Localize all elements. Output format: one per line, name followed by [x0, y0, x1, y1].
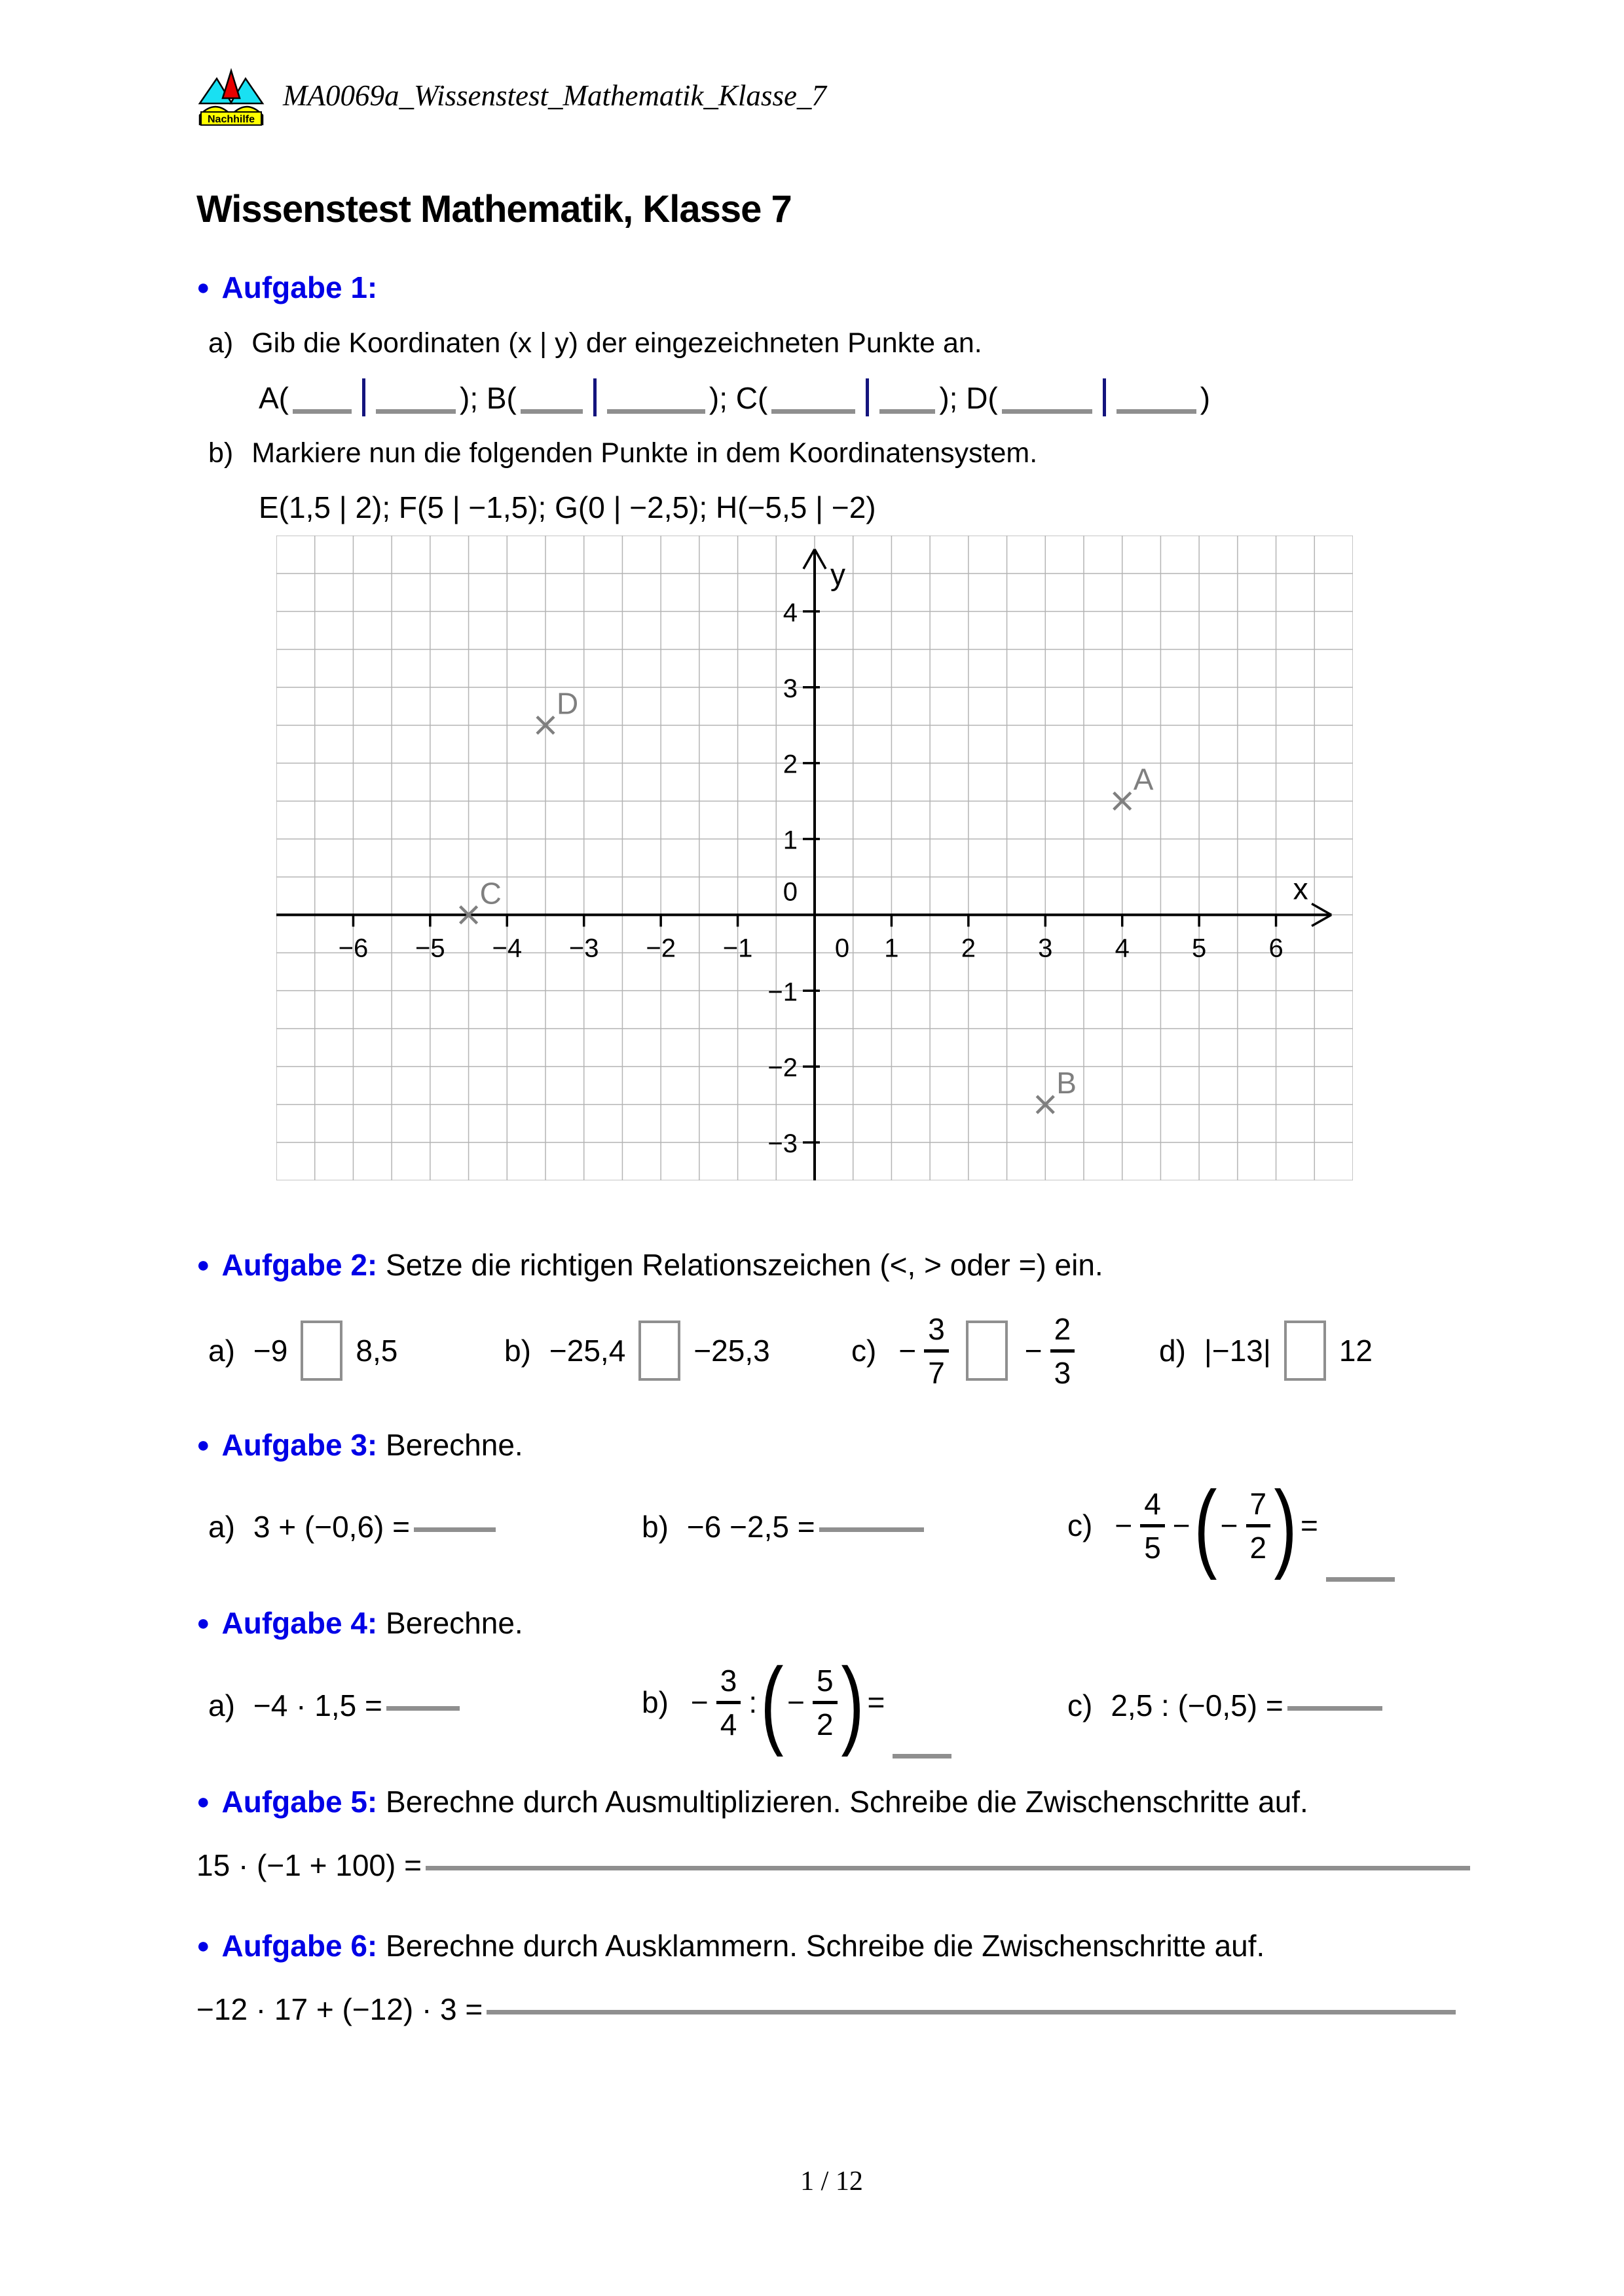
close-paren: ): [1274, 1470, 1297, 1580]
task3a-expression: 3 + (−0,6) =: [253, 1510, 411, 1544]
answer-blank-cx: [771, 404, 855, 414]
task1-coordinates-line: [259, 378, 1210, 416]
answer-blank: [1287, 1701, 1382, 1711]
minus-sign: −: [1220, 1508, 1238, 1542]
fraction-denominator: 3: [1054, 1355, 1071, 1390]
x-tick-label: 3: [1038, 934, 1053, 963]
y-tick-label: 3: [783, 674, 798, 703]
task6-heading: [196, 1928, 1264, 1963]
answer-blank-long: [426, 1861, 1470, 1870]
answer-blank: [1326, 1572, 1395, 1582]
fraction: [1246, 1486, 1271, 1565]
fraction-numerator: 5: [816, 1663, 834, 1698]
task5-equation: [196, 1848, 1474, 1883]
answer-blank: [414, 1522, 496, 1532]
bullet-icon: ●: [196, 1933, 210, 1958]
fraction-denominator: 2: [1249, 1530, 1267, 1565]
y-tick-label: 1: [783, 826, 798, 855]
task3-heading: [196, 1427, 523, 1463]
task6-text: Berechne durch Ausklammern. Schreibe die Zwischenschritte auf.: [386, 1929, 1265, 1963]
task3a-label: a): [208, 1510, 235, 1544]
y-tick-label: −3: [767, 1129, 798, 1159]
y-tick-label: −2: [767, 1053, 798, 1083]
bullet-icon: ●: [196, 275, 210, 300]
task2a-right-value: 8,5: [356, 1334, 398, 1368]
coordinate-separator: [1103, 378, 1106, 416]
task5-expression: 15 · (−1 + 100) =: [196, 1848, 422, 1882]
y-axis-arrow-icon: [815, 549, 826, 569]
x-tick-label: 5: [1192, 934, 1207, 963]
task4b: [642, 1633, 955, 1771]
task3b-label: b): [642, 1510, 669, 1544]
bullet-icon: ●: [196, 1611, 210, 1635]
task4c: [1067, 1688, 1386, 1723]
x-tick-label: 6: [1268, 934, 1283, 963]
answer-blank-by: [607, 404, 705, 414]
answer-blank-dx: [1002, 404, 1092, 414]
task2a-label: a): [208, 1334, 235, 1368]
fraction-denominator: 2: [816, 1707, 834, 1741]
task4a-label: a): [208, 1688, 235, 1722]
point-label-D: D: [557, 686, 579, 721]
page-number: 1 / 12: [800, 2166, 863, 2196]
bullet-icon: ●: [196, 1252, 210, 1277]
x-tick-label: −3: [568, 934, 599, 963]
task2b: [504, 1295, 770, 1406]
task4c-expression: 2,5 : (−0,5) =: [1111, 1688, 1283, 1722]
task1b-label: b): [208, 437, 234, 469]
x-tick-label: −2: [646, 934, 676, 963]
task1-heading: [196, 270, 377, 305]
coords-seg-c: ); C(: [709, 381, 768, 415]
task6-expression: −12 · 17 + (−12) · 3 =: [196, 1992, 483, 2026]
task1a-label: a): [208, 327, 234, 359]
task2b-label: b): [504, 1334, 531, 1368]
relation-box: [966, 1321, 1008, 1381]
coords-seg-b: ); B(: [460, 381, 517, 415]
task2d-left-value: |−13|: [1204, 1334, 1271, 1368]
task2d: [1159, 1295, 1373, 1406]
answer-blank: [386, 1701, 460, 1711]
task3b: [642, 1509, 928, 1544]
answer-blank-bx: [521, 404, 583, 414]
operator: −: [1172, 1508, 1190, 1542]
task2a-left-value: −9: [253, 1334, 288, 1368]
coords-seg-d: ); D(: [939, 381, 998, 415]
fraction-denominator: 5: [1144, 1530, 1161, 1565]
fraction: [924, 1311, 949, 1390]
task1a-row: [208, 327, 982, 359]
task2c: [851, 1295, 1079, 1406]
y-tick-label: 0: [783, 877, 798, 907]
x-tick-label: −5: [415, 934, 445, 963]
task4-text: Berechne.: [386, 1606, 523, 1640]
task4c-label: c): [1067, 1688, 1093, 1722]
task5-heading: [196, 1784, 1308, 1819]
fraction: [1140, 1486, 1165, 1565]
task3-label: Aufgabe 3:: [221, 1428, 378, 1462]
task3c: [1067, 1457, 1399, 1594]
fraction: [1050, 1311, 1075, 1390]
task3b-expression: −6 −2,5 =: [686, 1510, 815, 1544]
answer-blank-cy: [879, 404, 935, 414]
task3c-label: c): [1067, 1508, 1093, 1542]
open-paren: (: [1194, 1470, 1217, 1580]
task5-text: Berechne durch Ausmultiplizieren. Schreibe die Zwischenschritte auf.: [386, 1785, 1308, 1819]
fraction-numerator: 3: [720, 1663, 737, 1698]
relation-box: [1284, 1321, 1326, 1381]
x-tick-label: 4: [1115, 934, 1130, 963]
coordinate-separator: [866, 378, 869, 416]
bullet-icon: ●: [196, 1432, 210, 1457]
task4b-label: b): [642, 1685, 669, 1719]
operator: :: [748, 1685, 758, 1719]
fraction-numerator: 4: [1144, 1486, 1161, 1521]
y-tick-label: 2: [783, 750, 798, 779]
x-tick-label: 0: [834, 934, 850, 963]
answer-blank-ay: [376, 404, 456, 414]
x-tick-label: 1: [884, 934, 899, 963]
x-tick-label: −6: [338, 934, 369, 963]
fraction: [813, 1663, 838, 1741]
open-paren: (: [760, 1647, 784, 1757]
task2-label: Aufgabe 2:: [221, 1248, 378, 1282]
point-label-B: B: [1056, 1066, 1077, 1101]
x-axis-label: x: [1293, 871, 1308, 906]
answer-blank-long: [487, 2005, 1456, 2014]
task6-equation: [196, 1992, 1460, 2027]
y-tick-label: −1: [767, 977, 798, 1007]
task2b-left-value: −25,4: [549, 1334, 626, 1368]
bullet-icon: ●: [196, 1789, 210, 1814]
fraction-numerator: 3: [928, 1311, 945, 1346]
task3a: [208, 1509, 500, 1544]
task4-heading: [196, 1605, 523, 1641]
fraction-numerator: 2: [1054, 1311, 1071, 1346]
task1-label: Aufgabe 1:: [221, 270, 378, 304]
answer-blank-dy: [1116, 404, 1196, 414]
task2b-right-value: −25,3: [693, 1334, 770, 1368]
page-title: Wissenstest Mathematik, Klasse 7: [196, 188, 792, 230]
minus-sign: −: [898, 1334, 917, 1368]
answer-blank: [819, 1522, 924, 1532]
close-paren: ): [841, 1647, 864, 1757]
minus-sign: −: [1024, 1334, 1043, 1368]
task5-label: Aufgabe 5:: [221, 1785, 378, 1819]
task2d-label: d): [1159, 1334, 1186, 1368]
point-label-C: C: [479, 876, 502, 911]
x-tick-label: −4: [492, 934, 523, 963]
task6-label: Aufgabe 6:: [221, 1929, 378, 1963]
point-label-A: A: [1133, 762, 1154, 797]
y-tick-label: 4: [783, 598, 798, 627]
y-axis-label: y: [830, 557, 845, 592]
logo-text: Nachhilfe: [207, 114, 255, 125]
task1a-text: Gib die Koordinaten (x | y) der eingezeichneten Punkte an.: [251, 327, 982, 359]
relation-box: [638, 1321, 680, 1381]
task3-text: Berechne.: [386, 1428, 523, 1462]
fraction: [716, 1663, 741, 1741]
coords-seg-a: A(: [259, 381, 289, 415]
task2c-label: c): [851, 1334, 877, 1368]
minus-sign: −: [1115, 1508, 1133, 1542]
nachhilfe-logo: [198, 67, 265, 130]
task1-points-line: E(1,5 | 2); F(5 | −1,5); G(0 | −2,5); H(−5,5 | −2): [259, 490, 876, 524]
fraction-denominator: 4: [720, 1707, 737, 1741]
task4-label: Aufgabe 4:: [221, 1606, 378, 1640]
task1b-text: Markiere nun die folgenden Punkte in dem Koordinatensystem.: [251, 437, 1038, 469]
document-filename: MA0069a_Wissenstest_Mathematik_Klasse_7: [283, 79, 826, 112]
fraction-numerator: 7: [1249, 1486, 1267, 1521]
coordinate-separator: [362, 378, 365, 416]
task2a: [208, 1295, 397, 1406]
x-tick-label: 2: [961, 934, 976, 963]
task2d-right-value: 12: [1338, 1334, 1373, 1368]
task2-text: Setze die richtigen Relationszeichen (<, > oder =) ein.: [386, 1248, 1103, 1282]
coordinate-system: [276, 536, 1353, 1180]
equals-sign: =: [1301, 1508, 1318, 1542]
y-axis-arrow-icon: [803, 549, 815, 569]
equals-sign: =: [867, 1685, 885, 1719]
task4a: [208, 1688, 464, 1723]
answer-blank: [893, 1749, 951, 1758]
coordinate-separator: [593, 378, 597, 416]
task4a-expression: −4 · 1,5 =: [253, 1688, 382, 1722]
minus-sign: −: [690, 1685, 709, 1719]
task1b-row: [208, 437, 1037, 469]
fraction-denominator: 7: [928, 1355, 945, 1390]
task2-heading: [196, 1247, 1103, 1283]
relation-box: [301, 1321, 342, 1381]
x-tick-label: −1: [722, 934, 753, 963]
minus-sign: −: [787, 1685, 805, 1719]
coords-seg-end: ): [1200, 381, 1211, 415]
answer-blank-ax: [293, 404, 352, 414]
